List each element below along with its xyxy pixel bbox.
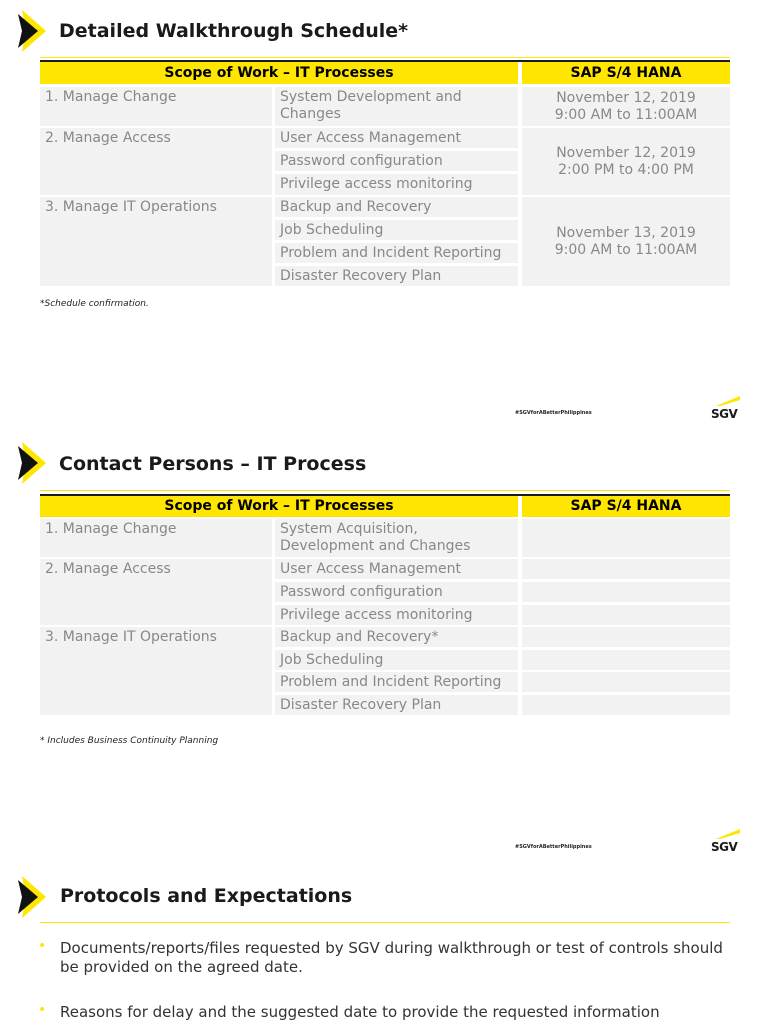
bullet-text: Documents/reports/files requested by SGV during walkthrough or test of controls should be provided on the agreed date.: [60, 939, 723, 976]
contact-cell: [522, 519, 730, 557]
group-item: System Acquisition, Development and Changes: [275, 519, 518, 557]
slide-protocols: [0, 860, 768, 1024]
schedule-time: 9:00 AM to 11:00AM: [554, 106, 698, 123]
group-item: User Access Management: [275, 559, 518, 579]
page-title: Detailed Walkthrough Schedule*: [59, 20, 409, 42]
sgv-logo-beam-icon: [716, 396, 740, 406]
schedule-date: November 12, 2019: [556, 89, 696, 106]
schedule-cell: [522, 87, 730, 126]
header-system: SAP S/4 HANA: [522, 62, 730, 84]
header-scope: Scope of Work – IT Processes: [40, 496, 518, 517]
group-item: Problem and Incident Reporting: [275, 672, 518, 692]
contact-cell: [522, 582, 730, 602]
hashtag: #SGVforABetterPhilippines: [515, 410, 592, 416]
group-name: 3. Manage IT Operations: [40, 197, 272, 286]
group-item: Disaster Recovery Plan: [275, 695, 518, 715]
schedule-time: 2:00 PM to 4:00 PM: [558, 161, 694, 178]
group-item: Job Scheduling: [275, 220, 518, 240]
contact-cell: [522, 650, 730, 670]
group-item: Disaster Recovery Plan: [275, 266, 518, 286]
bullet-text: Reasons for delay and the suggested date to provide the requested information: [60, 1003, 660, 1021]
contact-cell: [522, 559, 730, 579]
footnote: *Schedule confirmation.: [40, 299, 149, 309]
group-item: Backup and Recovery: [275, 197, 518, 217]
schedule-cell: [522, 128, 730, 195]
title-rule: [40, 490, 730, 491]
page-title: Contact Persons – IT Process: [59, 453, 367, 475]
chevron-right-icon: [18, 10, 48, 52]
schedule-time: 9:00 AM to 11:00AM: [554, 241, 698, 258]
schedule-cell: [522, 197, 730, 286]
bullet-icon: •: [38, 938, 47, 954]
contact-cell: [522, 695, 730, 715]
group-name: 1. Manage Change: [40, 519, 272, 557]
group-item: Password configuration: [275, 151, 518, 171]
group-name: 1. Manage Change: [40, 87, 272, 126]
group-item: Job Scheduling: [275, 650, 518, 670]
sgv-logo: SGV: [711, 407, 738, 421]
schedule-date: November 12, 2019: [556, 144, 696, 161]
page-title: Protocols and Expectations: [60, 885, 353, 907]
sgv-logo-beam-icon: [716, 829, 740, 839]
sgv-logo: SGV: [711, 840, 738, 854]
group-item: Privilege access monitoring: [275, 174, 518, 195]
group-item: Privilege access monitoring: [275, 605, 518, 625]
chevron-right-icon: [18, 442, 48, 484]
group-name: 2. Manage Access: [40, 128, 272, 195]
contact-cell: [522, 672, 730, 692]
footnote: * Includes Business Continuity Planning: [40, 736, 219, 746]
bullet-icon: •: [38, 1002, 47, 1018]
slide-walkthrough-schedule: [0, 0, 768, 430]
contact-cell: [522, 605, 730, 625]
hashtag: #SGVforABetterPhilippines: [515, 844, 592, 850]
chevron-right-icon: [18, 876, 48, 918]
group-name: 2. Manage Access: [40, 559, 272, 625]
group-item: Password configuration: [275, 582, 518, 602]
group-item: System Development and Changes: [275, 87, 518, 126]
title-rule: [40, 922, 730, 923]
header-scope: Scope of Work – IT Processes: [40, 62, 518, 84]
group-name: 3. Manage IT Operations: [40, 627, 272, 715]
header-system: SAP S/4 HANA: [522, 496, 730, 517]
group-item: Problem and Incident Reporting: [275, 243, 518, 263]
title-rule: [40, 57, 730, 58]
contact-cell: [522, 627, 730, 647]
group-item: User Access Management: [275, 128, 518, 148]
schedule-date: November 13, 2019: [556, 224, 696, 241]
group-item: Backup and Recovery*: [275, 627, 518, 647]
slide-contact-persons: [0, 430, 768, 860]
